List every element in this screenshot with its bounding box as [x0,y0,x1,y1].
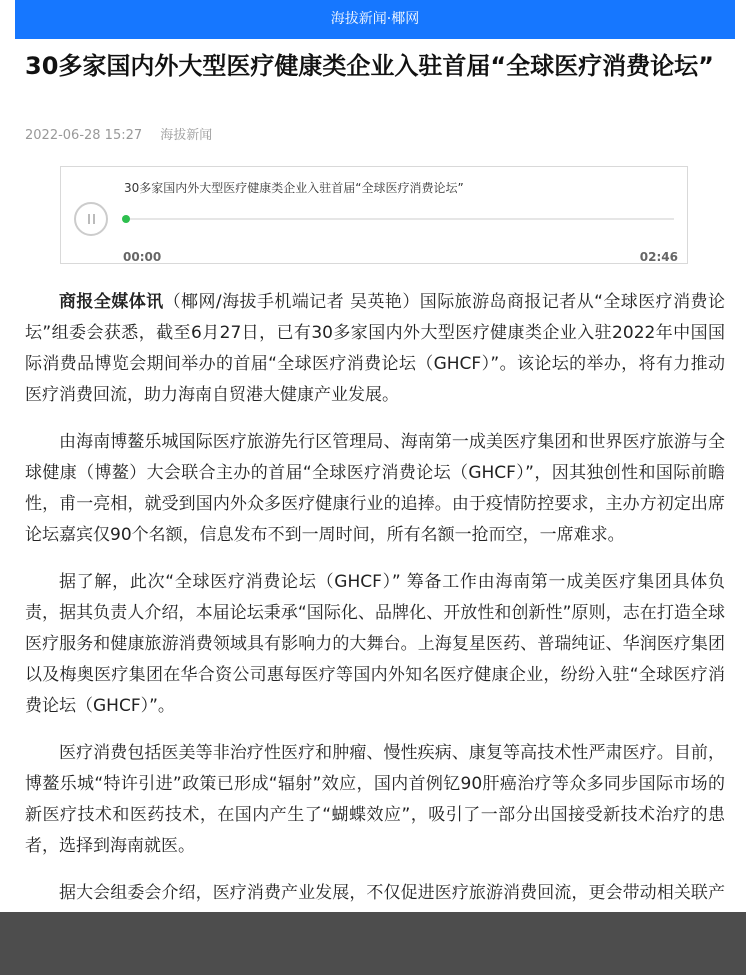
pause-icon-bar [93,214,95,224]
site-name: 海拔新闻·椰网 [330,11,420,27]
paragraph-1 [25,287,725,411]
paragraph-1-text: （椰网/海拔手机端记者 吴英艳）国际旅游岛商报记者从“全球医疗消费论坛”组委会获悉，截至6月27日，已有30多家国内外大型医疗健康类企业入驻2022年中国国际消费品博览会期间举办的首届“全球医疗消费论坛（GHCF）”。该论坛的举办，将有力推动医疗消费回流，助力海南自贸港大健康产业发展。 [25,292,725,405]
paragraph-4: 医疗消费包括医美等非治疗性医疗和肿瘤、慢性疾病、康复等高技术性严肃医疗。目前，博鳌乐城“特许引进”政策已形成“辐射”效应，国内首例钇90肝癌治疗等众多同步国际市场的新医疗技术和医药技术，在国内产生了“蝴蝶效应”，吸引了一部分出国接受新技术治疗的患者，选择到海南就医。 [25,743,725,856]
article-source[interactable]: 海拔新闻 [160,128,213,143]
lead-label: 商报全媒体讯 [59,292,164,312]
duration: 02:46 [639,250,678,264]
site-header-bar[interactable] [15,0,735,39]
paragraph-5: 据大会组委会介绍，医疗消费产业发展，不仅促进医疗旅游消费回流，更会带动相关联产 [59,883,725,903]
article-title: 30多家国内外大型医疗健康类企业入驻首届“全球医疗消费论坛” [25,52,714,80]
publish-date: 2022-06-28 15:27 [25,128,143,143]
article-body [25,287,725,956]
audio-title: 30多家国内外大型医疗健康类企业入驻首届“全球医疗消费论坛” [124,181,464,195]
current-time: 00:00 [123,250,162,264]
pause-icon [88,214,90,224]
bottom-overlay-bar[interactable] [0,912,746,975]
progress-track[interactable] [126,218,674,220]
paragraph-2: 由海南博鳌乐城国际医疗旅游先行区管理局、海南第一成美医疗集团和世界医疗旅游与全球健康（博鳌）大会联合主办的首届“全球医疗消费论坛（GHCF）”，因其独创性和国际前瞻性，甫一亮相，就受到国内外众多医疗健康行业的追捧。由于疫情防控要求，主办方初定出席论坛嘉宾仅90个名额，信息发布不到一周时间，所有名额一抢而空，一席难求。 [25,432,725,545]
pause-button[interactable] [74,202,108,236]
progress-handle[interactable] [122,215,130,223]
audio-player [60,166,688,264]
paragraph-3: 据了解，此次“全球医疗消费论坛（GHCF）” 筹备工作由海南第一成美医疗集团具体负责，据其负责人介绍，本届论坛秉承“国际化、品牌化、开放性和创新性”原则，志在打造全球医疗服务和健康旅游消费领域具有影响力的大舞台。上海复星医药、普瑞纯证、华润医疗集团以及梅奥医疗集团在华合资公司惠每医疗等国内外知名医疗健康企业，纷纷入驻“全球医疗消费论坛（GHCF）”。 [25,572,725,716]
article-meta [25,127,212,145]
